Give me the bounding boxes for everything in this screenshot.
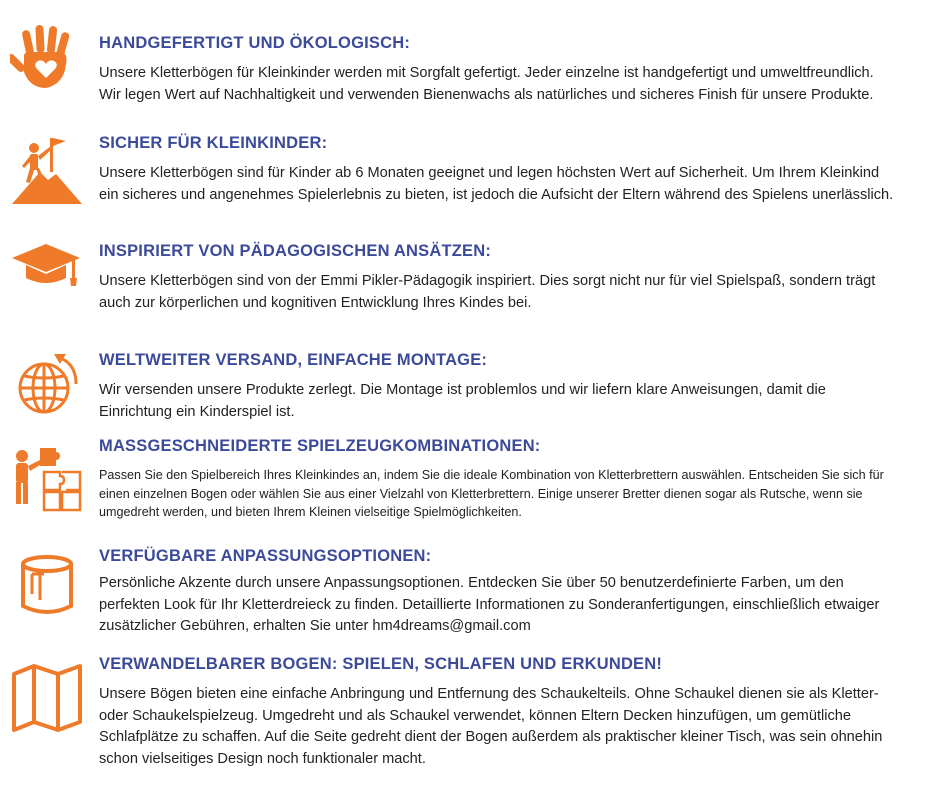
puzzle-person-icon (10, 440, 84, 514)
section-text: Passen Sie den Spielbereich Ihres Kleinkindes an, indem Sie die ideale Kombination von Kletterbrettern auswählen. Entscheiden Sie sich für einen einzelnen Bogen oder wählen Sie aus einer Vielzahl von Kletterbrettern. Einige unserer Bretter dienen sogar als Rutsche, wenn sie umgedreht werden, und bieten Ihrem Kleinen vielseitige Spielmöglichkeiten. (99, 468, 884, 519)
climber-summit-icon (10, 134, 84, 208)
section-title: VERFÜGBARE ANPASSUNGSOPTIONEN: (99, 547, 432, 565)
section-title: SICHER FÜR KLEINKINDER: (99, 134, 328, 152)
section-title: WELTWEITER VERSAND, EINFACHE MONTAGE: (99, 351, 488, 369)
section-text: Wir versenden unsere Produkte zerlegt. Die Montage ist problemlos und wir liefern klare Anweisungen, damit die Einrichtung ein Kinderspiel ist. (99, 382, 826, 420)
section-title: VERWANDELBARER BOGEN: SPIELEN, SCHLAFEN UND ERKUNDEN! (99, 655, 663, 673)
section-title: HANDGEFERTIGT UND ÖKOLOGISCH: (99, 34, 411, 52)
paint-bucket-icon (10, 548, 84, 622)
section-text: Unsere Kletterbögen sind für Kinder ab 6 Monaten geeignet und legen höchsten Wert auf Sicherheit. Um Ihrem Kleinkind ein sicheres und angenehmes Spielerlebnis zu bieten, ist jedoch die Aufsicht der Eltern während des Spielens unerlässlich. (99, 165, 894, 203)
folded-map-icon (10, 660, 84, 734)
graduation-cap-icon (10, 230, 84, 304)
section-title: MASSGESCHNEIDERTE SPIELZEUGKOMBINATIONEN: (99, 437, 541, 455)
section-title: INSPIRIERT VON PÄDAGOGISCHEN ANSÄTZEN: (99, 242, 492, 260)
hand-heart-icon (10, 22, 84, 96)
section-text: Persönliche Akzente durch unsere Anpassungsoptionen. Entdecken Sie über 50 benutzerdefinierte Farben, um den perfekten Look für Ihr Kletterdreieck zu finden. Detaillierte Informationen zu Sonderanfertigungen, einschließlich etwaiger zusätzlicher Gebühren, erhalten Sie unter hm4dreams@gmail.com (99, 575, 880, 634)
globe-arrow-icon (10, 348, 84, 422)
section-text: Unsere Bögen bieten eine einfache Anbringung und Entfernung des Schaukelteils. Ohne Schaukel dienen sie als Kletter- oder Schaukelspielzeug. Umgedreht und als Schaukel verwendet, können Eltern Decken hinzufügen, um gemütliche Schlafplätze zu schaffen. Auf die Seite gedreht dient der Bogen außerdem als praktischer kleiner Tisch, was sein ohnehin schon vielseitiges Design noch funktionaler macht. (99, 686, 883, 767)
section-text: Unsere Kletterbögen sind von der Emmi Pikler-Pädagogik inspiriert. Dies sorgt nicht nur für viel Spielspaß, sondern trägt auch zur körperlichen und kognitiven Entwicklung Ihres Kindes bei. (99, 273, 876, 311)
section-text: Unsere Kletterbögen für Kleinkinder werden mit Sorgfalt gefertigt. Jeder einzelne ist handgefertigt und umweltfreundlich. Wir legen Wert auf Nachhaltigkeit und verwenden Bienenwachs als natürliches und sicheres Finish für unsere Produkte. (99, 65, 874, 103)
